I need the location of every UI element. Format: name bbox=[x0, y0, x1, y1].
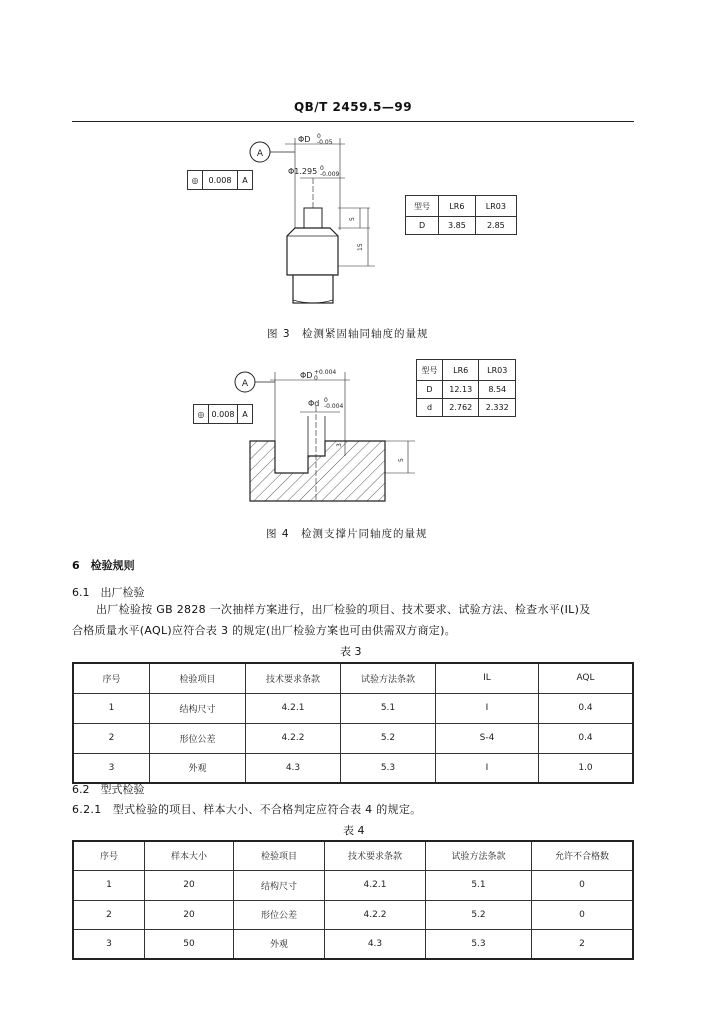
figure3-dim-top: ΦD bbox=[298, 135, 311, 144]
figure3-tolerance-frame: ◎ 0.008 A bbox=[187, 170, 253, 190]
table3-caption: 表 3 bbox=[340, 645, 362, 658]
table3-header-row: 序号 检验项目 技术要求条款 试验方法条款 IL AQL bbox=[73, 663, 633, 693]
table4 bbox=[72, 840, 634, 960]
figure4-caption: 图 4 检测支撑片同轴度的量规 bbox=[266, 528, 428, 540]
figure4-tolerance-frame: ◎ 0.008 A bbox=[193, 404, 253, 424]
figure3-drawing bbox=[180, 130, 380, 310]
figure3-handle bbox=[293, 275, 333, 303]
svg-text:15: 15 bbox=[357, 243, 364, 251]
concentricity-icon: ◎ bbox=[188, 171, 203, 190]
table4-header-row: 序号 样本大小 检验项目 技术要求条款 试验方法条款 允许不合格数 bbox=[73, 841, 633, 870]
table-row: 3 50 外观 4.3 5.3 2 bbox=[73, 929, 633, 959]
svg-text:-0.009: -0.009 bbox=[320, 171, 340, 178]
figure3-pin bbox=[304, 208, 322, 228]
section621-paragraph: 6.2.1 型式检验的项目、样本大小、不合格判定应符合表 4 的规定。 bbox=[72, 803, 422, 816]
figure4-dim-mid: Φd bbox=[308, 399, 320, 408]
figure3-datum-label: A bbox=[256, 149, 264, 159]
section61-paragraph-line1: 出厂检验按 GB 2828 一次抽样方案进行，出厂检验的项目、技术要求、试验方法、检查水平(IL)及 bbox=[96, 603, 591, 616]
svg-text:5: 5 bbox=[349, 217, 356, 221]
svg-text:0: 0 bbox=[324, 397, 328, 404]
figure4-drawing bbox=[230, 366, 420, 506]
figure4-datum-label: A bbox=[241, 379, 249, 389]
section61-paragraph-line2: 合格质量水平(AQL)应符合表 3 的规定(出厂检验方案也可由供需双方商定)。 bbox=[72, 624, 456, 637]
standard-number: QB/T 2459.5—99 bbox=[293, 100, 413, 114]
table-row: 2 20 形位公差 4.2.2 5.2 0 bbox=[73, 900, 633, 929]
table-row: 2 形位公差 4.2.2 5.2 S-4 0.4 bbox=[73, 723, 633, 753]
section61-title: 6.1 出厂检验 bbox=[72, 586, 145, 599]
svg-text:0: 0 bbox=[317, 133, 321, 140]
figure4-model-table: 型号 LR6 LR03 D 12.13 8.54 d 2.762 2.332 bbox=[416, 359, 516, 417]
table4-caption: 表 4 bbox=[343, 824, 365, 837]
table-row: 1 结构尺寸 4.2.1 5.1 I 0.4 bbox=[73, 693, 633, 723]
figure4-dim-top: ΦD bbox=[300, 371, 313, 380]
table-row: 3 外观 4.3 5.3 I 1.0 bbox=[73, 753, 633, 783]
svg-text:+0.004: +0.004 bbox=[314, 369, 337, 376]
concentricity-icon: ◎ bbox=[194, 405, 209, 424]
svg-text:-0.004: -0.004 bbox=[324, 403, 344, 410]
figure3-dim-mid: Φ1.295 bbox=[288, 167, 318, 176]
svg-text:5: 5 bbox=[398, 458, 405, 462]
figure3-model-table: 型号 LR6 LR03 D 3.85 2.85 bbox=[405, 195, 517, 235]
svg-text:3: 3 bbox=[336, 443, 343, 447]
figure4-hatched-block bbox=[250, 441, 385, 501]
header-rule bbox=[72, 121, 634, 122]
table3 bbox=[72, 662, 634, 784]
svg-text:0: 0 bbox=[320, 165, 324, 172]
table-row: 1 20 结构尺寸 4.2.1 5.1 0 bbox=[73, 870, 633, 900]
figure3-caption: 图 3 检测紧固轴同轴度的量规 bbox=[267, 328, 429, 340]
section62-title: 6.2 型式检验 bbox=[72, 783, 145, 796]
figure3-body bbox=[287, 228, 338, 275]
svg-text:-0.05: -0.05 bbox=[317, 139, 333, 146]
section6-title: 6 检验规则 bbox=[72, 559, 135, 572]
svg-text:0: 0 bbox=[314, 375, 318, 382]
